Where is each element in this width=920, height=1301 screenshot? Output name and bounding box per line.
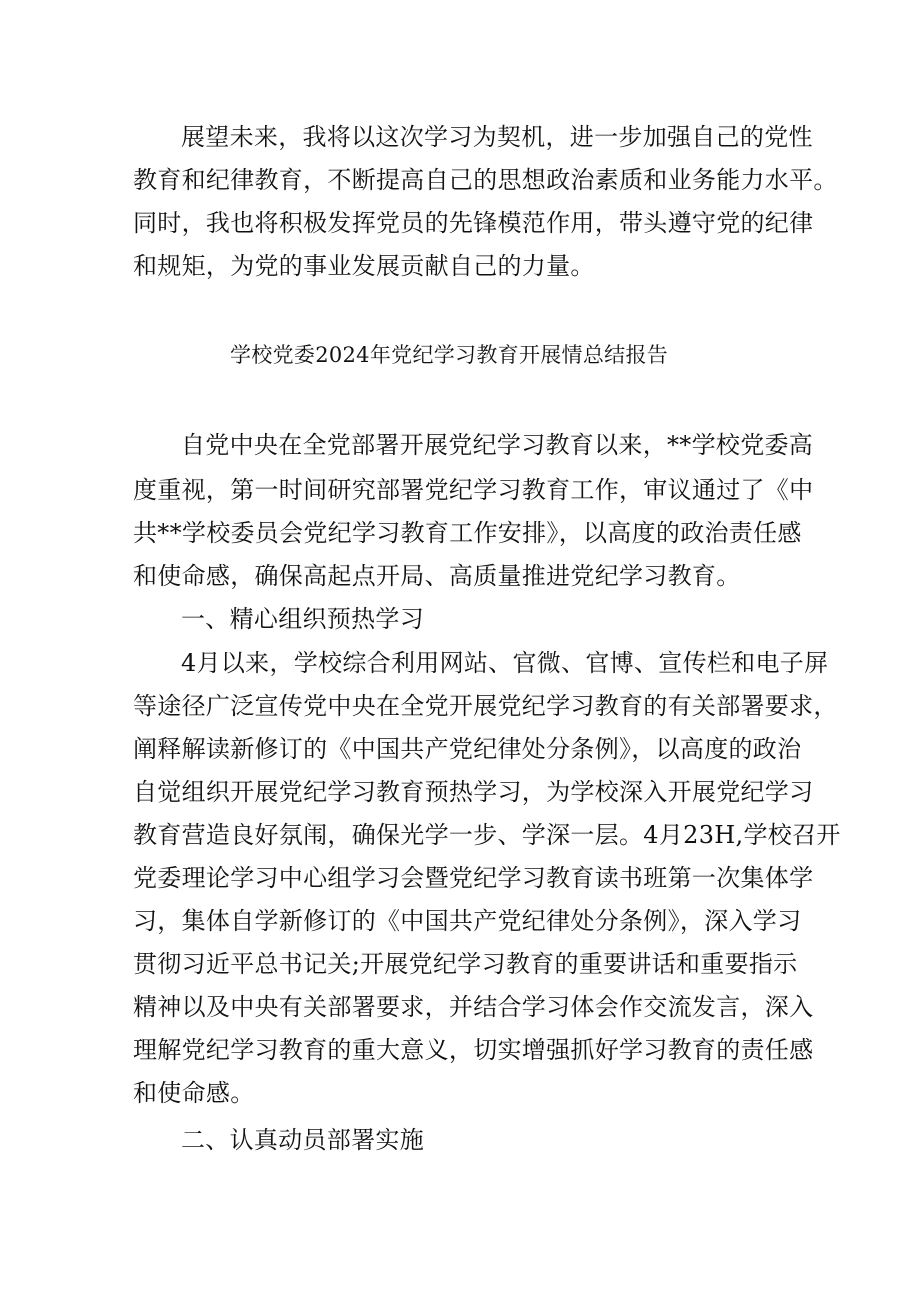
text-line: 展望未来，我将以这次学习为契机，进一步加强自己的党性	[181, 123, 813, 151]
report-title: 学校党委2024年党纪学习教育开展情总结报告	[230, 343, 669, 367]
text-line: 教育营造良好氛闱，确保光学一步、学深一层。4月23H,学校召开	[133, 821, 841, 849]
section-heading-2: 二、认真动员部署实施	[181, 1126, 424, 1154]
text-line: 理解党纪学习教育的重大意义，切实增强抓好学习教育的责任感	[133, 1036, 814, 1064]
text-line: 和规矩，为党的事业发展贡献自己的力量。	[133, 252, 595, 280]
text-line: 自党中央在全党部署开展党纪学习教育以来，**学校党委高	[181, 431, 814, 459]
text-line: 精神以及中央有关部署要求，并结合学习体会作交流发言，深入	[133, 993, 814, 1021]
text-line: 等途径广泛宣传党中央在全党开展党纪学习教育的有关部署要求，	[133, 692, 838, 720]
text-line: 贯彻习近平总书记关;开展党纪学习教育的重要讲话和重要指示	[133, 950, 798, 978]
text-line: 度重视，第一时间研究部署党纪学习教育工作，审议通过了《中	[133, 476, 814, 504]
text-line: 同时，我也将积极发挥党员的先锋模范作用，带头遵守党的纪律	[133, 209, 814, 237]
text-line: 和使命感，确保高起点开局、高质量推进党纪学习教育。	[133, 562, 741, 590]
text-line: 党委理论学习中心组学习会暨党纪学习教育读书班第一次集体学	[133, 864, 814, 892]
text-line: 自觉组织开展党纪学习教育预热学习，为学校深入开展党纪学习	[133, 778, 814, 806]
text-line: 习，集体自学新修订的《中国共产党纪律处分条例》，深入学习	[133, 907, 802, 935]
text-line: 阐释解读新修订的《中国共产党纪律处分条例》，以高度的政治	[133, 735, 802, 763]
text-line: 和使命感。	[133, 1079, 255, 1107]
text-line: 教育和纪律教育，不断提高自己的思想政治素质和业务能力水平。	[133, 166, 838, 194]
section-heading-1: 一、精心组织预热学习	[181, 605, 424, 633]
text-line: 4月以来，学校综合利用网站、官微、官博、宣传栏和电子屏	[181, 649, 829, 677]
text-line: 共**学校委员会党纪学习教育工作安排》，以高度的政治责任感	[133, 519, 802, 547]
